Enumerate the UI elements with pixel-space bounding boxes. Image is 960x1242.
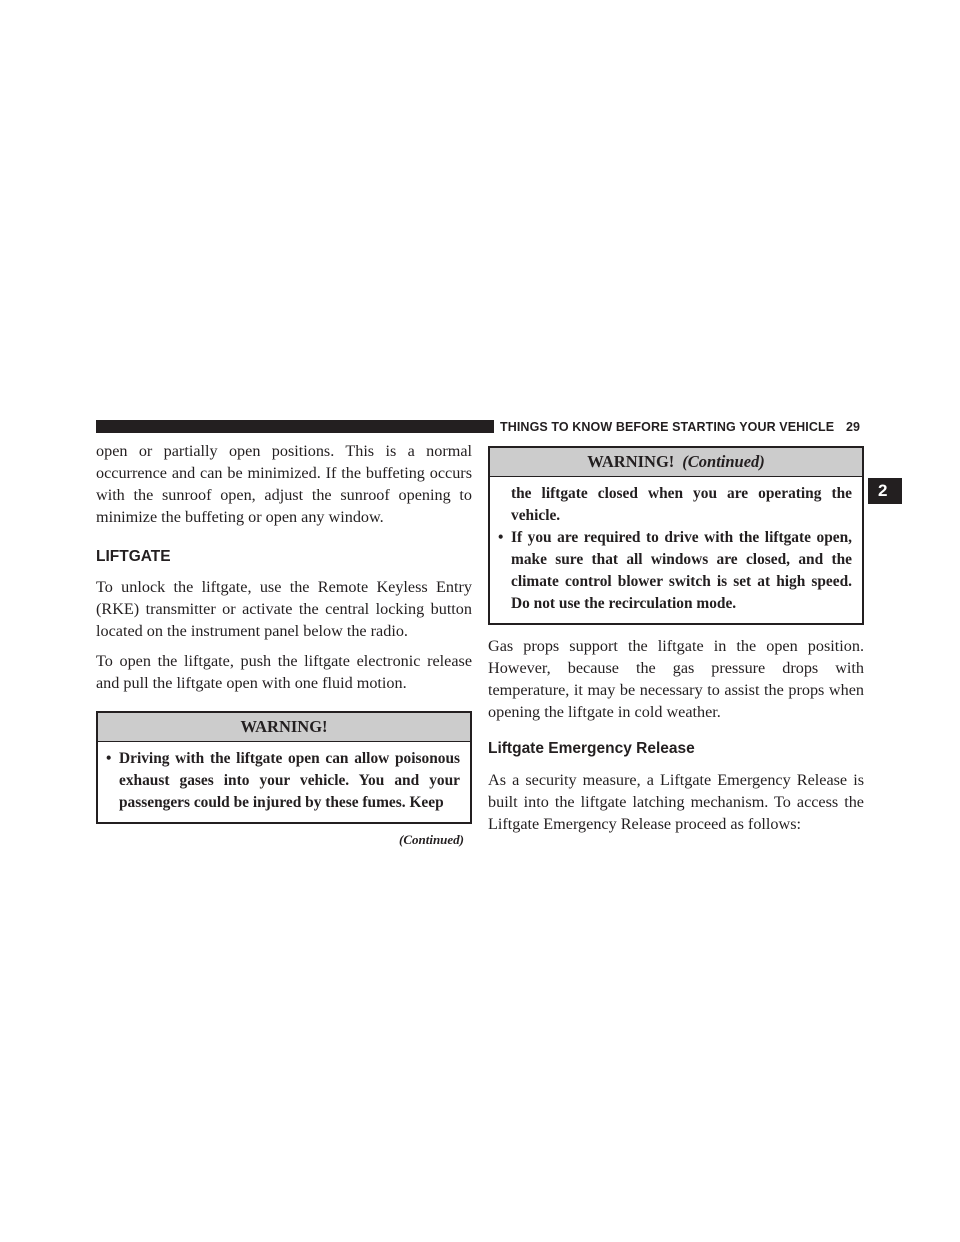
chapter-tab: 2 bbox=[868, 478, 902, 504]
warning-title-text: WARNING! bbox=[240, 717, 328, 736]
paragraph-emergency-release: As a security measure, a Liftgate Emergency Release is built into the liftgate latching mechanism. To access the Liftgate Emergency Release proceed as follows: bbox=[488, 771, 864, 833]
warning-title-text: WARNING! bbox=[587, 452, 675, 471]
paragraph-gas-props: Gas props support the liftgate in the open position. However, because the gas pressure drops with temperature, it may be necessary to assist the props when opening the liftgate in cold weather. bbox=[488, 637, 864, 721]
warning-item-text: If you are required to drive with the liftgate open, make sure that all windows are closed, and the climate control blower switch is set at high speed. Do not use the recirculation mode. bbox=[511, 529, 852, 612]
paragraph-buffeting: open or partially open positions. This is a normal occurrence and can be minimized. If the buffeting occurs with the sunroof open, adjust the sunroof opening to minimize the buffeting or open any window. bbox=[96, 442, 472, 526]
heading-liftgate: LIFTGATE bbox=[96, 548, 171, 565]
bullet-icon: • bbox=[498, 529, 504, 546]
paragraph-unlock: To unlock the liftgate, use the Remote Keyless Entry (RKE) transmitter or activate the central locking button located on the instrument panel below the radio. bbox=[96, 578, 472, 640]
warning-box-continued bbox=[488, 446, 864, 625]
warning-body bbox=[490, 477, 862, 623]
header-rule bbox=[96, 420, 494, 433]
continued-label: (Continued) bbox=[398, 832, 464, 847]
warning-item bbox=[106, 748, 460, 814]
heading-emergency-release: Liftgate Emergency Release bbox=[488, 740, 695, 757]
right-column bbox=[488, 440, 864, 835]
warning-title bbox=[98, 713, 470, 742]
warning-box bbox=[96, 711, 472, 824]
warning-title bbox=[490, 448, 862, 477]
warning-continued-label: (Continued) bbox=[682, 452, 765, 471]
warning-item bbox=[498, 527, 852, 615]
left-column bbox=[96, 440, 472, 849]
running-header-title: THINGS TO KNOW BEFORE STARTING YOUR VEHICLE bbox=[500, 420, 835, 434]
page-number: 29 bbox=[846, 420, 860, 434]
warning-continued-text: the liftgate closed when you are operating the vehicle. bbox=[511, 485, 852, 524]
warning-item-text: Driving with the liftgate open can allow poisonous exhaust gases into your vehicle. You and your passengers could be injured by these fumes. Keep bbox=[119, 750, 460, 811]
bullet-icon: • bbox=[106, 750, 112, 767]
warning-body bbox=[98, 742, 470, 822]
paragraph-open: To open the liftgate, push the liftgate electronic release and pull the liftgate open with one fluid motion. bbox=[96, 652, 472, 692]
